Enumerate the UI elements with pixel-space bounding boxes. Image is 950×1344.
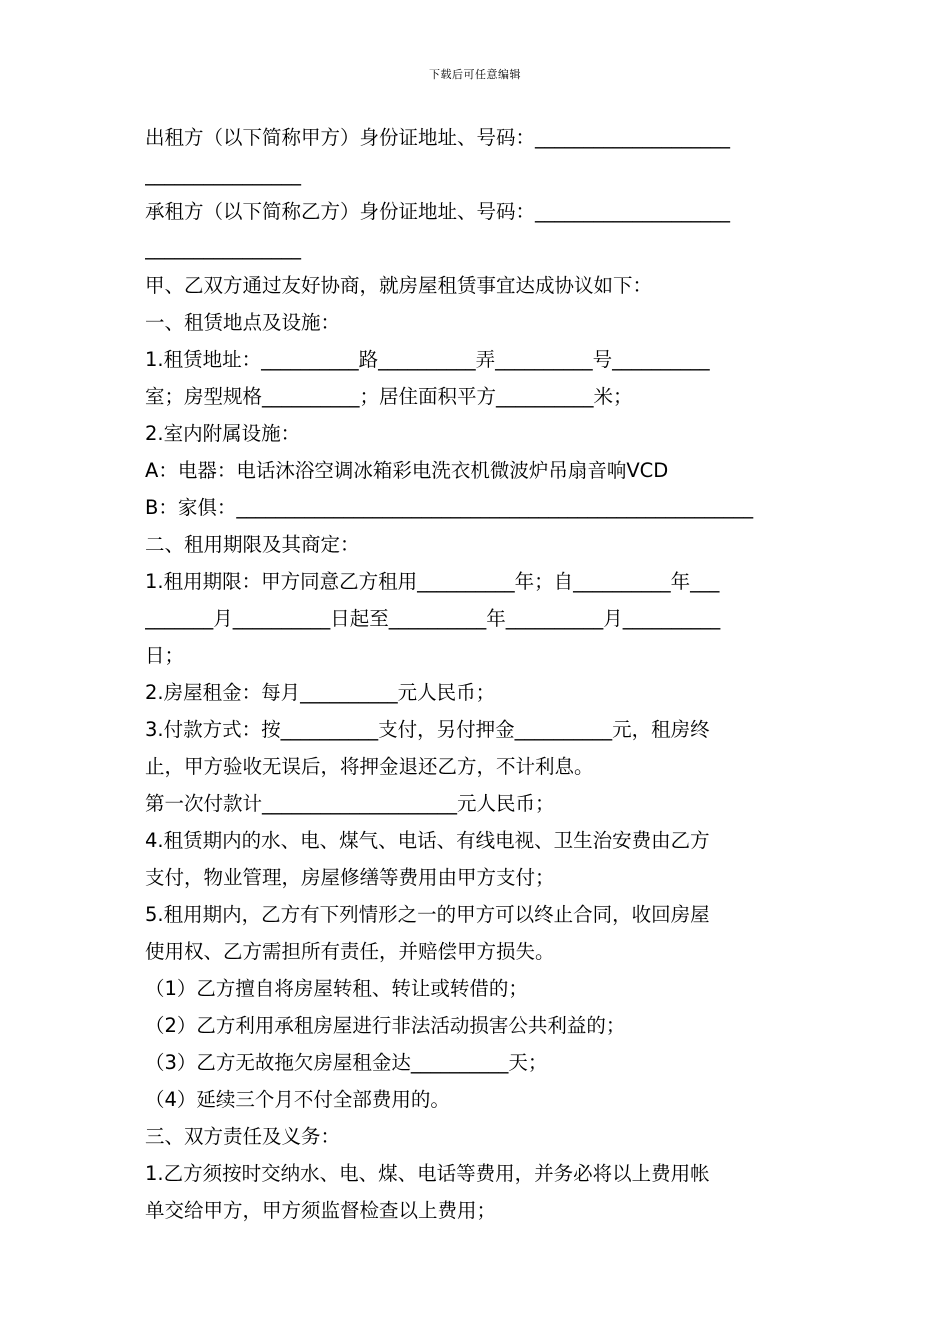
- page-header: 下载后可任意编辑: [429, 68, 521, 81]
- text-line: 2.房屋租金：每月__________元人民币；: [145, 681, 496, 704]
- text-line: 使用权、乙方需担所有责任，并赔偿甲方损失。: [145, 940, 555, 963]
- list-item: （3）乙方无故拖欠房屋租金达__________天；: [145, 1051, 548, 1074]
- text-line: 2.室内附属设施：: [145, 422, 301, 445]
- text-line: 4.租赁期内的水、电、煤气、电话、有线电视、卫生治安费由乙方: [145, 829, 710, 852]
- list-item: （4）延续三个月不付全部费用的。: [145, 1088, 450, 1111]
- section-heading: 三、双方责任及义务：: [145, 1125, 341, 1148]
- text-line: 支付，物业管理，房屋修缮等费用由甲方支付；: [145, 866, 555, 889]
- text-line: 出租方（以下简称甲方）身份证地址、号码：____________________: [145, 126, 731, 149]
- text-line: ________________: [145, 237, 301, 260]
- text-line: 承租方（以下简称乙方）身份证地址、号码：____________________: [145, 200, 731, 223]
- text-line: 止，甲方验收无误后，将押金退还乙方，不计利息。: [145, 755, 594, 778]
- text-line: ________________: [145, 163, 301, 186]
- section-heading: 二、租用期限及其商定：: [145, 533, 360, 556]
- document-body: [145, 119, 807, 1229]
- text-line: 5.租用期内，乙方有下列情形之一的甲方可以终止合同，收回房屋: [145, 903, 710, 926]
- text-line: 1.租用期限：甲方同意乙方租用__________年；自__________年___: [145, 570, 720, 593]
- text-line: 室；房型规格__________；居住面积平方__________米；: [145, 385, 633, 408]
- text-line: 1.乙方须按时交纳水、电、煤、电话等费用，并务必将以上费用帐: [145, 1162, 710, 1185]
- text-line: _______月__________日起至__________年__________月__________: [145, 607, 721, 630]
- text-line: 3.付款方式：按__________支付，另付押金__________元，租房终: [145, 718, 710, 741]
- text-line: A：电器：电话沐浴空调冰箱彩电洗衣机微波炉吊扇音响VCD: [145, 459, 669, 482]
- text-line: B：家俱：_____________________________________________________: [145, 496, 754, 519]
- list-item: （2）乙方利用承租房屋进行非法活动损害公共利益的；: [145, 1014, 626, 1037]
- section-heading: 一、租赁地点及设施：: [145, 311, 341, 334]
- list-item: （1）乙方擅自将房屋转租、转让或转借的；: [145, 977, 528, 1000]
- text-line: 日；: [145, 644, 185, 667]
- text-line: 单交给甲方，甲方须监督检查以上费用；: [145, 1199, 497, 1222]
- text-line: 甲、乙双方通过友好协商，就房屋租赁事宜达成协议如下：: [145, 274, 653, 297]
- text-line: 第一次付款计____________________元人民币；: [145, 792, 555, 815]
- text-line: 1.租赁地址：__________路__________弄__________号__________: [145, 348, 710, 371]
